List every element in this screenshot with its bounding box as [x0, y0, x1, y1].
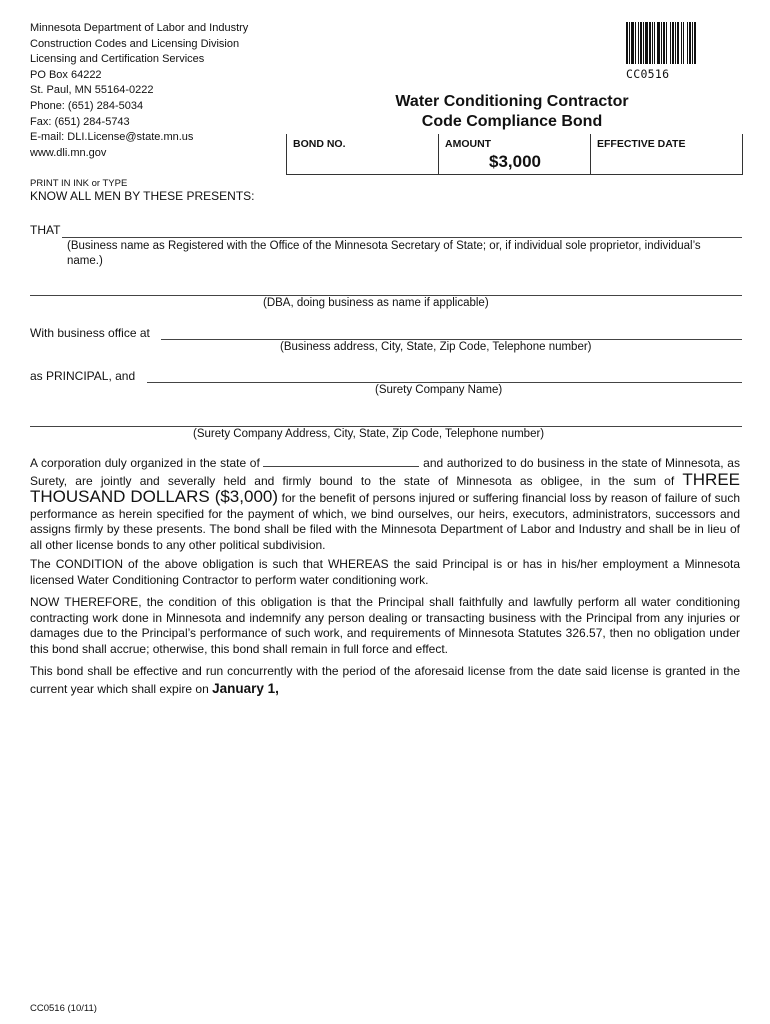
bond-paragraph-2: The CONDITION of the above obligation is such that WHEREAS the said Principal is or has in his/her employment a Minnesota licensed Water Conditioning Contractor to perform water conditioning work. [30, 557, 740, 587]
p1-text-c: for the benefit of persons injured or suffering financial loss by reason of failure of such performance as herein specified for the payment of which, we bind ourselves, our heirs, executors, administrators, successors and assigns firmly by these presents. The bond shall be filed with the Minnesota Department of Labor and Industry and shall be in lieu of all other license bonds to any other political subdivision. [30, 491, 740, 552]
agency-line: St. Paul, MN 55164-0222 [30, 84, 154, 97]
agency-line: Fax: (651) 284-5743 [30, 115, 130, 128]
title-line-1: Water Conditioning Contractor [395, 93, 629, 110]
amount-value: $3,000 [489, 152, 541, 171]
page-title [382, 92, 642, 132]
bond-paragraph-4 [30, 663, 740, 698]
effective-date-label: EFFECTIVE DATE [597, 138, 686, 150]
print-instruction: PRINT IN INK or TYPE [30, 178, 128, 189]
effective-date-cell[interactable] [590, 134, 743, 174]
p1-text-a: A corporation duly organized in the state of [30, 456, 260, 470]
agency-line: Construction Codes and Licensing Division [30, 37, 240, 50]
expiry-date: January 1, [212, 681, 279, 696]
p1-text-b: and authorized to do business in the state of Minnesota, as Surety, are jointly and severally held and firmly bound to the state of Minnesota as obligee, in the sum of [30, 456, 740, 488]
dba-field[interactable] [30, 295, 742, 296]
surety-name-field[interactable] [147, 382, 742, 383]
bond-paragraph-3: NOW THEREFORE, the condition of this obligation is that the Principal shall faithfully and lawfully perform all water conditioning contracting work done in Minnesota and indemnify any person dealing or transacting business with the Principal from any injuries or damages due to the Principal’s performance of such work, and requirements of Minnesota Statutes 326.57, then no obligation under this bond shall accrue; otherwise, this bond shall remain in full force and effect. [30, 595, 740, 656]
agency-line: E-mail: DLI.License@state.mn.us [30, 131, 194, 144]
surety-address-hint: (Surety Company Address, City, State, Zip Code, Telephone number) [193, 428, 545, 440]
surety-name-hint: (Surety Company Name) [375, 384, 503, 396]
agency-line: PO Box 64222 [30, 68, 102, 81]
form-footer: CC0516 (10/11) [30, 1003, 97, 1014]
bond-no-cell[interactable] [286, 134, 439, 174]
principal-label: as PRINCIPAL, and [30, 369, 136, 383]
dba-hint: (DBA, doing business as name if applicable) [263, 297, 489, 309]
agency-line: Phone: (651) 284-5034 [30, 99, 144, 112]
agency-address [30, 21, 248, 161]
surety-address-field[interactable] [30, 426, 742, 427]
amount-cell [438, 134, 591, 174]
that-label: THAT [30, 223, 61, 237]
agency-line: Licensing and Certification Services [30, 53, 205, 66]
title-line-2: Code Compliance Bond [421, 113, 603, 130]
business-office-label: With business office at [30, 326, 150, 340]
business-address-field[interactable] [161, 339, 742, 340]
p4-text: This bond shall be effective and run concurrently with the period of the aforesaid license from the date said license is granted in the current year which shall expire on [30, 664, 740, 696]
business-address-hint: (Business address, City, State, Zip Code, Telephone number) [280, 341, 592, 353]
agency-line: Minnesota Department of Labor and Industry [30, 22, 249, 34]
business-name-hint: (Business name as Registered with the Office of the Minnesota Secretary of State; or, if individual sole proprietor, individual’s name.) [67, 240, 701, 267]
bond-paragraph-1 [30, 455, 740, 553]
business-name-field[interactable] [62, 237, 742, 238]
bond-amount-words: THREE THOUSAND DOLLARS ($3,000) [30, 469, 740, 506]
amount-label: AMOUNT [445, 138, 492, 150]
barcode-icon [626, 22, 738, 64]
form-code: CC0516 [626, 67, 670, 81]
agency-line: www.dli.mn.gov [30, 146, 107, 159]
bond-header-table [286, 134, 743, 175]
state-of-organization-field[interactable] [263, 455, 419, 467]
know-all-heading: KNOW ALL MEN BY THESE PRESENTS: [30, 189, 255, 203]
bond-no-label: BOND NO. [293, 138, 346, 150]
